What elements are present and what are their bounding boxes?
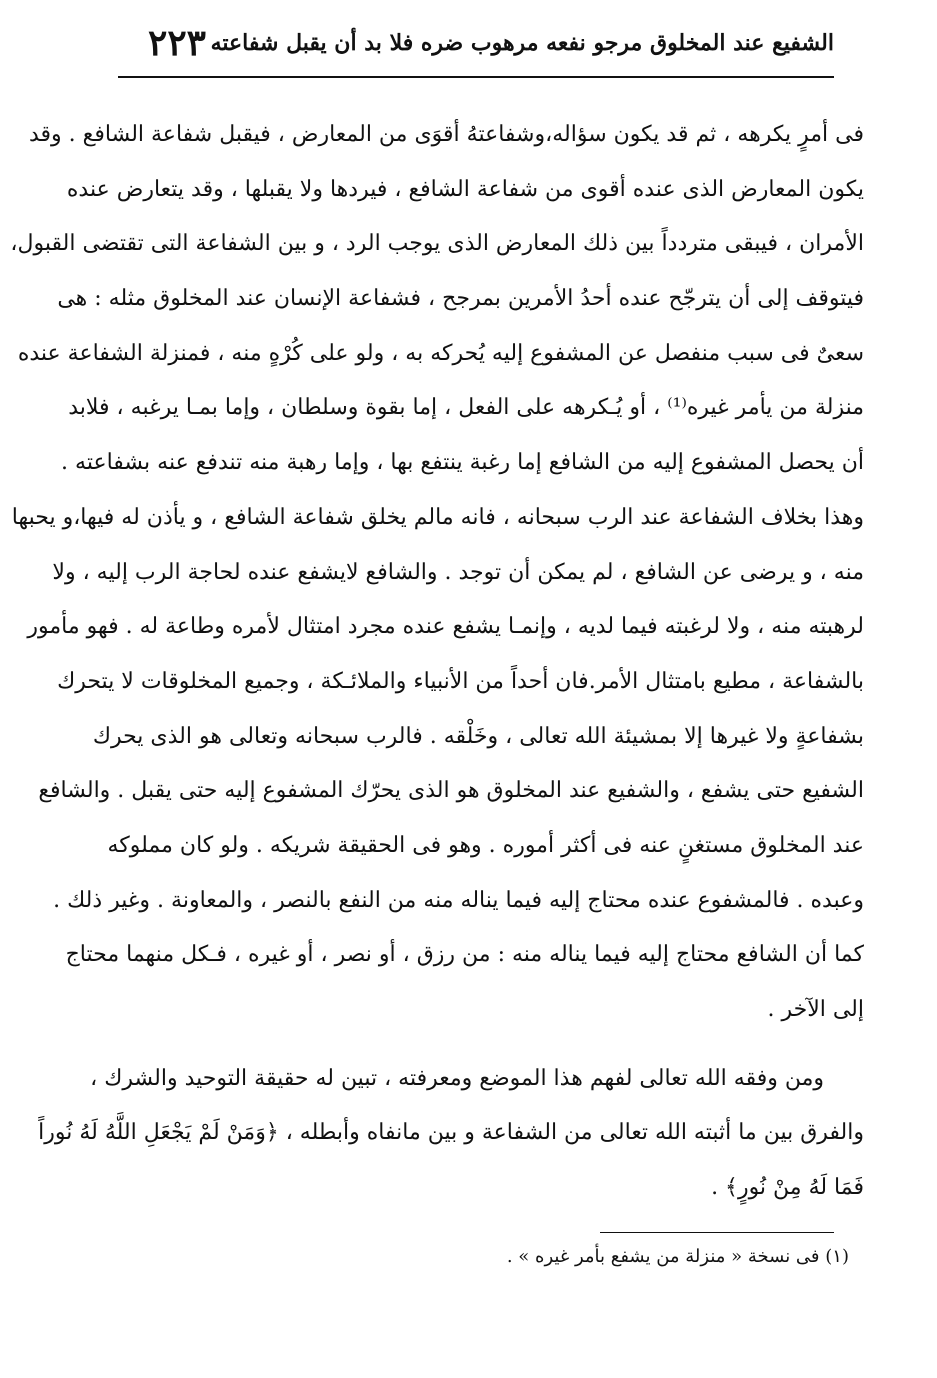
footnote-rule — [600, 1232, 834, 1233]
text-line: إلى الآخر . — [767, 997, 864, 1022]
text-line: يكون المعارض الذى عنده أقوى من شفاعة الشافع ، فيردها ولا يقبلها ، وقد يتعارض عنده — [66, 176, 864, 202]
text-line: الأمران ، فيبقى متردداً بين ذلك المعارض الذى يوجب الرد ، و بين الشفاعة التى تقتضى القبول، — [10, 231, 864, 257]
text-line: فى أمرٍ يكرهه ، ثم قد يكون سؤاله،وشفاعتهُ أقوَى من المعارض ، فيقبل شفاعة الشافع . وقد — [28, 122, 864, 147]
text-line: والفرق بين ما أثبته الله تعالى من الشفاعة و بين مانفاه وأبطله ، ﴿وَمَنْ لَمْ يَجْعَلِ اللَّهُ لَهُ نُوراً — [38, 1120, 864, 1146]
text-line: لرهبته منه ، ولا لرغبته فيما لديه ، وإنمـا يشفع عنده مجرد امتثال لأمره وطاعة له . فهو مأمور — [27, 614, 864, 640]
text-line: عند المخلوق مستغنٍ عنه فى أكثر أموره . وهو فى الحقيقة شريكه . ولو كان مملوكه — [107, 832, 864, 858]
running-title: الشفيع عند المخلوق مرجو نفعه مرهوب ضره فلا بد أن يقبل شفاعته — [210, 30, 834, 56]
text-line: وعبده . فالمشفوع عنده محتاج إليه فيما يناله منه من النفع بالنصر ، والمعاونة . وغير ذلك . — [53, 887, 864, 913]
paragraph-gap — [118, 1038, 864, 1052]
text-line: منزلة من يأمر غيره⁽¹⁾ ، أو يُـكرهه على الفعل ، إما بقوة وسلطان ، وإما بمـا يرغبه ، فلابد — [68, 395, 864, 421]
page-header — [118, 22, 834, 74]
text-line: فيتوقف إلى أن يترجّح عنده أحدُ الأمرين بمرجح ، فشفاعة الإنسان عند المخلوق مثله : هى — [57, 286, 864, 312]
text-line: سعىٌ فى سبب منفصل عن المشفوع إليه يُحركه به ، ولو على كُرْهٍ منه ، فمنزلة الشفاعة عنده — [17, 340, 864, 366]
text-line: الشفيع حتى يشفع ، والشفيع عند المخلوق هو الذى يحرّك المشفوع إليه حتى يقبل . والشافع — [38, 778, 864, 804]
text-line: كما أن الشافع محتاج إليه فيما يناله منه : من رزق ، أو نصر ، أو غيره ، فـكل منهما محتاج — [65, 942, 864, 968]
text-line: بالشفاعة ، مطيع بامتثال الأمر.فان أحداً من الأنبياء والملائـكة ، وجميع المخلوقات لا يتحرك — [57, 668, 864, 694]
page-number: ٢٢٣ — [148, 22, 207, 64]
text-line: ومن وفقه الله تعالى لفهم هذا الموضع ومعرفته ، تبين له حقيقة التوحيد والشرك ، — [90, 1065, 824, 1091]
text-line: منه ، و يرضى عن الشافع ، لم يمكن أن توجد . والشافع لايشفع عنده لحاجة الرب إليه ، ولا — [52, 559, 864, 585]
text-line: وهذا بخلاف الشفاعة عند الرب سبحانه ، فانه مالم يخلق شفاعة الشافع ، و يأذن له فيها،و يحبها — [11, 504, 864, 530]
text-line: بشفاعةٍ ولا غيرها إلا بمشيئة الله تعالى ، وخَلْقه . فالرب سبحانه وتعالى هو الذى يحرك — [92, 723, 864, 749]
text-line: فَمَا لَهُ مِنْ نُورٍ﴾ . — [711, 1175, 864, 1201]
body-text — [10, 108, 864, 1216]
header-rule — [118, 76, 834, 78]
text-line: أن يحصل المشفوع إليه من الشافع إما رغبة ينتفع بها ، وإما رهبة منه تندفع عنه بشفاعته . — [61, 450, 864, 476]
footnote: (١) فى نسخة « منزلة من يشفع بأمر غيره » . — [506, 1246, 849, 1267]
